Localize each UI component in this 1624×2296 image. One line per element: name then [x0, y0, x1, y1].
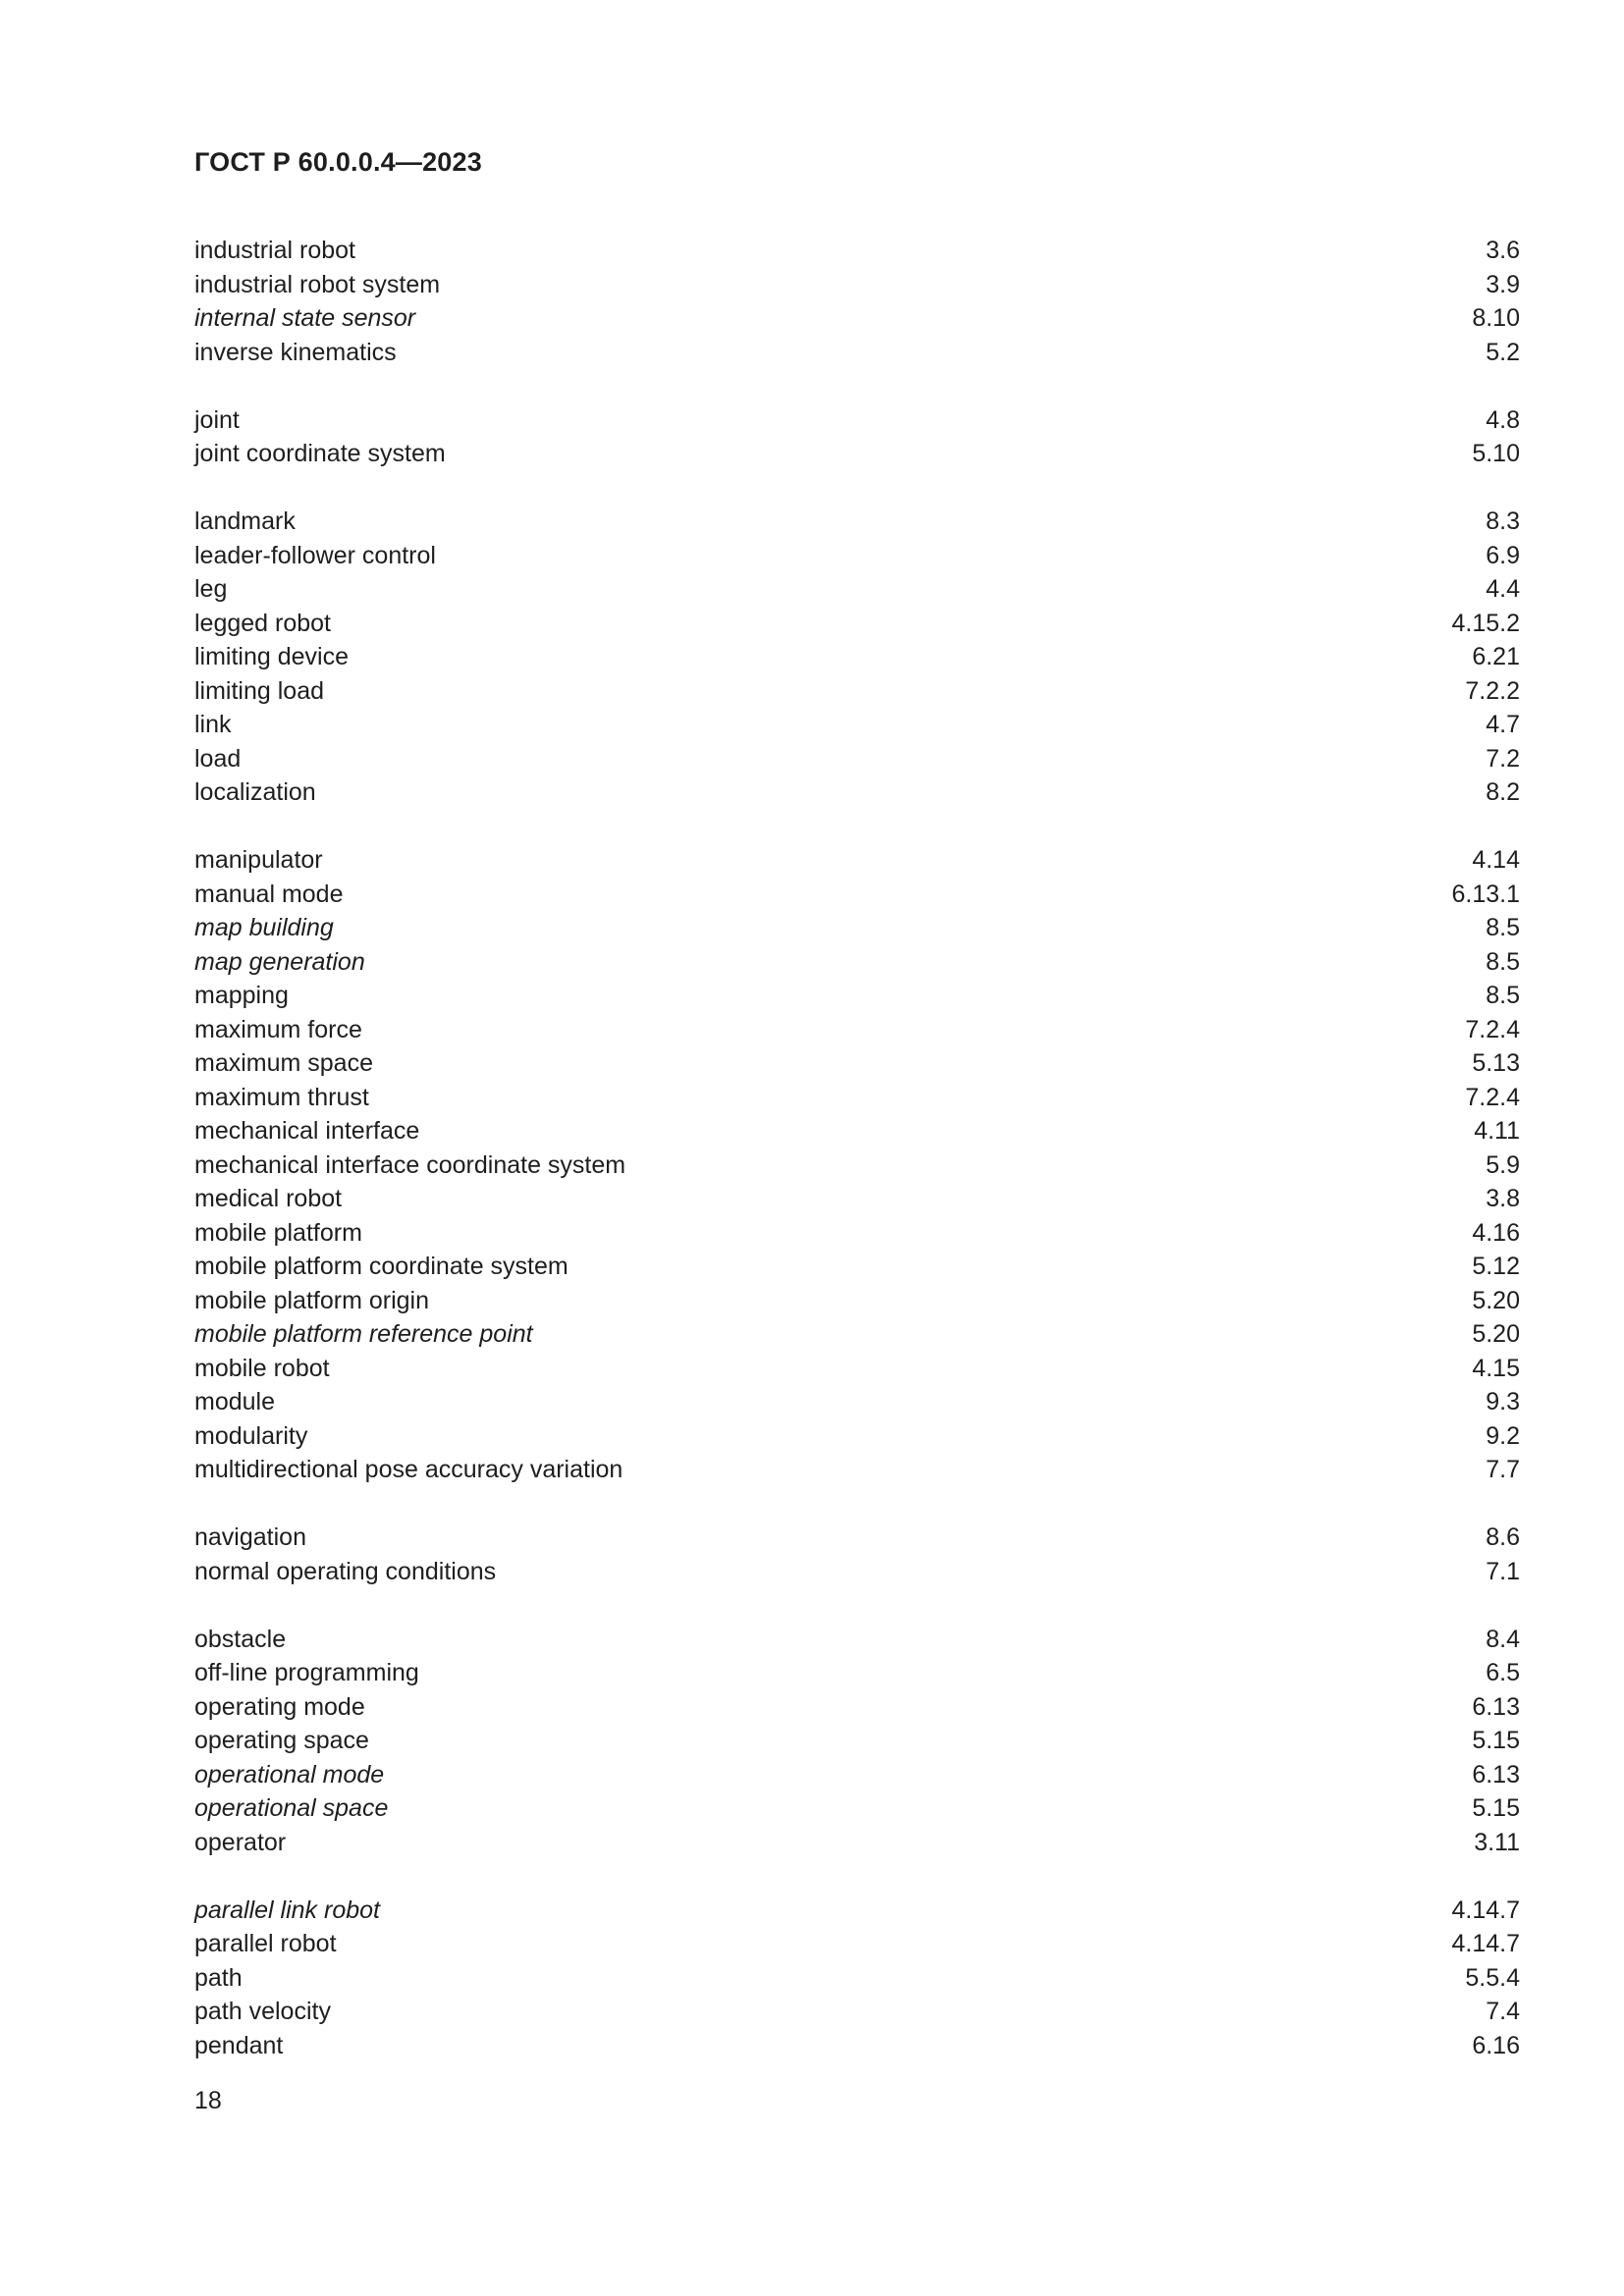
index-entry: [194, 234, 1520, 268]
index-entry: [194, 1656, 1520, 1690]
index-term: joint coordinate system: [194, 440, 446, 467]
index-term: manual mode: [194, 880, 344, 908]
index-entry: [194, 1317, 1520, 1352]
index-entry: [194, 1555, 1520, 1589]
index-reference: 6.13: [1472, 1760, 1520, 1789]
index-term: landmark: [194, 507, 296, 535]
index-reference: 6.21: [1472, 643, 1520, 670]
index-term: mobile platform coordinate system: [194, 1253, 568, 1280]
index-reference: 7.2.2: [1465, 676, 1520, 705]
index-entry: [194, 1724, 1520, 1758]
index-reference: 3.8: [1486, 1185, 1520, 1212]
document-header: ГОСТ Р 60.0.0.4—2023: [194, 147, 482, 177]
index-reference: 8.2: [1486, 778, 1520, 806]
index-entry: [194, 2029, 1520, 2063]
index-reference: 8.5: [1486, 982, 1520, 1009]
index-entry: [194, 843, 1520, 878]
index-entry: [194, 1284, 1520, 1318]
index-entry: [194, 1758, 1520, 1792]
index-term: mobile platform: [194, 1218, 362, 1247]
index-term: mobile platform origin: [194, 1286, 429, 1314]
index-reference: 7.2.4: [1465, 1083, 1520, 1111]
index-reference: 5.20: [1472, 1286, 1520, 1314]
index-group: [194, 1894, 1520, 2063]
index-reference: 4.8: [1486, 405, 1520, 434]
index-reference: 7.4: [1486, 1998, 1520, 2025]
index-reference: 6.16: [1472, 2031, 1520, 2059]
index-entry: [194, 1385, 1520, 1419]
index-entry: [194, 1148, 1520, 1183]
index-reference: 8.5: [1486, 947, 1520, 976]
index-reference: 4.4: [1486, 575, 1520, 603]
index-reference: 4.11: [1474, 1117, 1520, 1145]
index-reference: 9.3: [1486, 1388, 1520, 1415]
index-group: [194, 843, 1520, 1487]
index-reference: 8.6: [1486, 1523, 1520, 1551]
index-group: [194, 234, 1520, 369]
index-reference: 6.13: [1472, 1692, 1520, 1721]
index-entry: [194, 505, 1520, 539]
index-reference: 4.14: [1472, 846, 1520, 874]
index-reference: 3.9: [1486, 270, 1520, 298]
index-reference: 5.20: [1472, 1320, 1520, 1348]
index-term: inverse kinematics: [194, 338, 397, 366]
index-reference: 8.4: [1486, 1625, 1520, 1653]
index-term: operational mode: [194, 1760, 385, 1789]
index-term: medical robot: [194, 1185, 343, 1212]
index-term: map generation: [194, 947, 365, 976]
index-entry: [194, 979, 1520, 1013]
index-reference: 7.1: [1486, 1557, 1520, 1585]
index-reference: 5.2: [1486, 338, 1520, 366]
index-term: limiting load: [194, 676, 325, 705]
index-reference: 4.15.2: [1451, 609, 1520, 637]
index-term: parallel robot: [194, 1930, 337, 1957]
index-group: [194, 1623, 1520, 1860]
index-reference: 5.12: [1472, 1253, 1520, 1280]
index-entry: [194, 878, 1520, 912]
index-term: map building: [194, 914, 334, 941]
index-reference: 5.15: [1472, 1727, 1520, 1754]
index-entry: [194, 640, 1520, 674]
index-entry: [194, 1623, 1520, 1657]
index-entry: [194, 607, 1520, 641]
index-reference: 7.2.4: [1465, 1015, 1520, 1043]
index-term: leader-follower control: [194, 541, 436, 569]
index-entry: [194, 1690, 1520, 1725]
index-reference: 4.15: [1472, 1354, 1520, 1382]
index-entry: [194, 1046, 1520, 1081]
index-reference: 6.9: [1486, 541, 1520, 569]
index-entry: [194, 1961, 1520, 1996]
index-reference: 9.2: [1486, 1421, 1520, 1450]
index-entry: [194, 1927, 1520, 1961]
index-term: path velocity: [194, 1998, 331, 2025]
index-term: normal operating conditions: [194, 1557, 497, 1585]
index-term: mechanical interface coordinate system: [194, 1150, 626, 1179]
index-entry: [194, 1791, 1520, 1826]
index-term: localization: [194, 778, 316, 806]
index-reference: 6.5: [1486, 1659, 1520, 1686]
index-entry: [194, 301, 1520, 336]
index-term: operator: [194, 1828, 287, 1856]
index-reference: 4.14.7: [1451, 1930, 1520, 1957]
index-term: operating mode: [194, 1692, 365, 1721]
index-group: [194, 1521, 1520, 1588]
index-reference: 7.7: [1486, 1456, 1520, 1483]
index-reference: 5.13: [1472, 1049, 1520, 1077]
index-entry: [194, 572, 1520, 607]
index-term: industrial robot: [194, 237, 355, 264]
index-entry: [194, 1250, 1520, 1284]
index-reference: 6.13.1: [1451, 880, 1520, 908]
index-term: link: [194, 711, 232, 738]
index-reference: 8.10: [1472, 304, 1520, 332]
index-term: maximum thrust: [194, 1083, 369, 1111]
index-term: joint: [194, 405, 240, 434]
index-term: parallel link robot: [194, 1896, 380, 1924]
index-term: operational space: [194, 1794, 389, 1822]
index-term: pendant: [194, 2031, 284, 2059]
index-term: operating space: [194, 1727, 369, 1754]
index-reference: 8.5: [1486, 914, 1520, 941]
index-entry: [194, 539, 1520, 573]
index-term: internal state sensor: [194, 304, 416, 332]
index-entry: [194, 674, 1520, 709]
index-reference: 7.2: [1486, 744, 1520, 773]
index-reference: 5.9: [1486, 1150, 1520, 1179]
index-entry: [194, 336, 1520, 370]
index-entry: [194, 1419, 1520, 1454]
index-entry: [194, 1081, 1520, 1115]
index-entry: [194, 1352, 1520, 1386]
index-reference: 8.3: [1486, 507, 1520, 535]
index-entry: [194, 403, 1520, 438]
index-entry: [194, 708, 1520, 742]
index-term: multidirectional pose accuracy variation: [194, 1456, 623, 1483]
index-reference: 4.16: [1472, 1218, 1520, 1247]
index-term: maximum space: [194, 1049, 373, 1077]
index-entry: [194, 945, 1520, 980]
index-reference: 5.15: [1472, 1794, 1520, 1822]
index-reference: 3.6: [1486, 237, 1520, 264]
term-index: [194, 234, 1520, 2097]
page-number: 18: [194, 2087, 222, 2114]
index-group: [194, 505, 1520, 810]
index-term: manipulator: [194, 846, 323, 874]
index-entry: [194, 1114, 1520, 1148]
index-term: navigation: [194, 1523, 306, 1551]
index-term: mobile robot: [194, 1354, 330, 1382]
index-reference: 4.7: [1486, 711, 1520, 738]
index-term: off-line programming: [194, 1659, 419, 1686]
index-term: maximum force: [194, 1015, 362, 1043]
index-entry: [194, 268, 1520, 302]
index-term: industrial robot system: [194, 270, 441, 298]
index-reference: 3.11: [1474, 1828, 1520, 1856]
index-term: module: [194, 1388, 275, 1415]
index-reference: 5.5.4: [1465, 1963, 1520, 1992]
index-entry: [194, 1453, 1520, 1487]
index-term: modularity: [194, 1421, 308, 1450]
index-term: legged robot: [194, 609, 332, 637]
index-term: path: [194, 1963, 243, 1992]
index-entry: [194, 742, 1520, 776]
index-term: limiting device: [194, 643, 350, 670]
index-entry: [194, 1216, 1520, 1251]
index-term: leg: [194, 575, 228, 603]
index-reference: 5.10: [1472, 440, 1520, 467]
index-entry: [194, 911, 1520, 945]
index-entry: [194, 1995, 1520, 2029]
index-entry: [194, 1013, 1520, 1047]
index-term: mechanical interface: [194, 1117, 420, 1145]
index-entry: [194, 437, 1520, 471]
index-term: load: [194, 744, 242, 773]
index-term: mapping: [194, 982, 289, 1009]
index-group: [194, 403, 1520, 471]
index-reference: 4.14.7: [1451, 1896, 1520, 1924]
index-term: obstacle: [194, 1625, 287, 1653]
index-entry: [194, 1182, 1520, 1216]
index-entry: [194, 775, 1520, 810]
index-term: mobile platform reference point: [194, 1320, 533, 1348]
index-entry: [194, 1894, 1520, 1928]
index-entry: [194, 1826, 1520, 1860]
index-entry: [194, 1521, 1520, 1555]
